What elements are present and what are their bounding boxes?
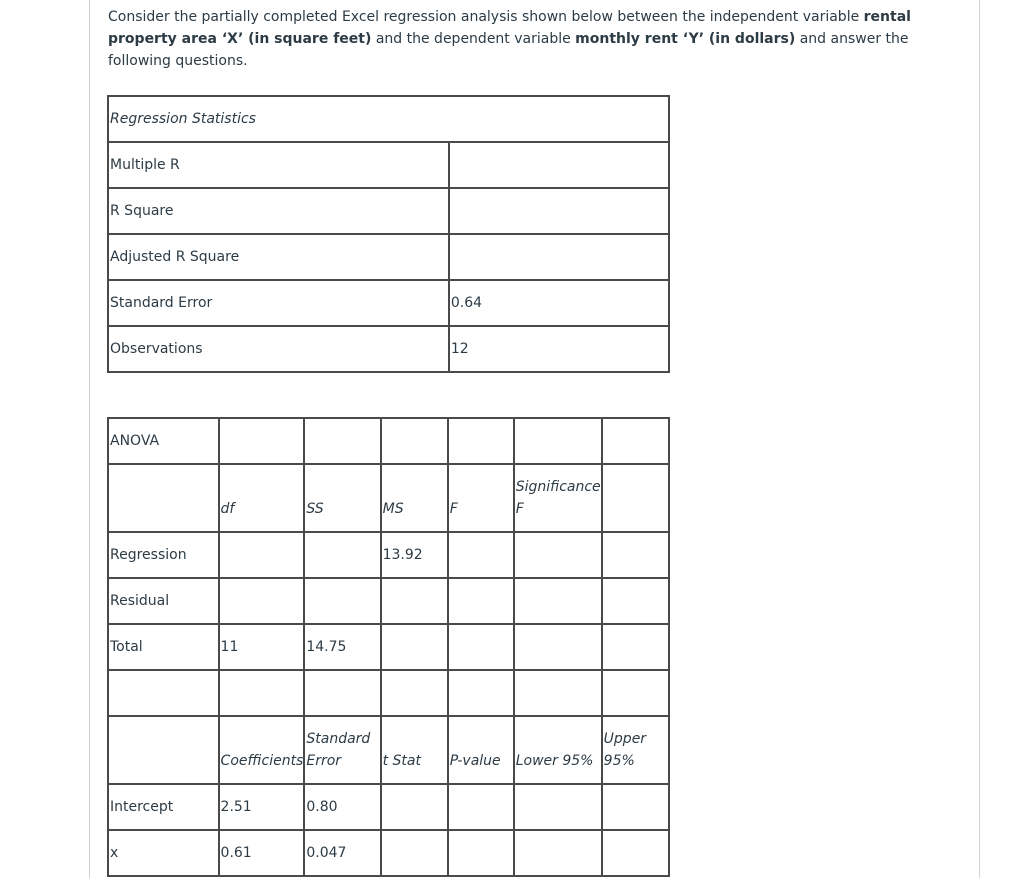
row-label: x <box>108 830 219 876</box>
column-header-f: F <box>448 464 514 532</box>
table-row <box>108 830 669 876</box>
table-row <box>108 234 669 280</box>
cell-value: 0.61 <box>219 830 305 876</box>
row-label: Regression <box>108 532 219 578</box>
table-row <box>108 188 669 234</box>
table-row <box>108 784 669 830</box>
column-header-significance-f: Significance F <box>514 464 602 532</box>
anova-table <box>107 417 670 877</box>
regression-statistics-header: Regression Statistics <box>108 96 669 142</box>
column-header-standard-error: Standard Error <box>304 716 380 784</box>
table-row <box>108 464 669 532</box>
question-variable-y: monthly rent ‘Y’ (in dollars) <box>575 31 796 47</box>
table-row <box>108 716 669 784</box>
table-row <box>108 280 669 326</box>
table-row <box>108 624 669 670</box>
column-header-lower-95: Lower 95% <box>514 716 602 784</box>
table-row <box>108 326 669 372</box>
row-label: Total <box>108 624 219 670</box>
question-text <box>108 6 968 72</box>
question-part2: and the dependent variable <box>371 31 576 47</box>
stat-value <box>449 188 669 234</box>
question-variable-x: rental property area ‘X’ (in square feet) <box>108 9 911 47</box>
stat-label: R Square <box>108 188 449 234</box>
table-row <box>108 532 669 578</box>
column-header-coefficients: Coefficients <box>219 716 305 784</box>
stat-label: Standard Error <box>108 280 449 326</box>
stat-label: Multiple R <box>108 142 449 188</box>
stat-label: Adjusted R Square <box>108 234 449 280</box>
column-header-ss: SS <box>304 464 380 532</box>
question-part1: Consider the partially completed Excel regression analysis shown below between the independent variable <box>108 9 864 25</box>
stat-value: 12 <box>449 326 669 372</box>
column-header-t-stat: t Stat <box>381 716 448 784</box>
column-header-p-value: P-value <box>448 716 514 784</box>
regression-statistics-table <box>107 95 670 373</box>
cell-value: 14.75 <box>304 624 380 670</box>
anova-header: ANOVA <box>108 418 219 464</box>
column-header-ms: MS <box>381 464 448 532</box>
row-label: Intercept <box>108 784 219 830</box>
table-row <box>108 670 669 716</box>
stat-value <box>449 234 669 280</box>
cell-value: 2.51 <box>219 784 305 830</box>
stat-value: 0.64 <box>449 280 669 326</box>
cell-value: 13.92 <box>381 532 448 578</box>
cell-value: 0.047 <box>304 830 380 876</box>
stat-value <box>449 142 669 188</box>
table-row <box>108 142 669 188</box>
stat-label: Observations <box>108 326 449 372</box>
table-row <box>108 578 669 624</box>
table-row <box>108 418 669 464</box>
cell-value: 0.80 <box>304 784 380 830</box>
row-label: Residual <box>108 578 219 624</box>
column-header-df: df <box>219 464 305 532</box>
cell-value: 11 <box>219 624 305 670</box>
column-header-upper-95: Upper 95% <box>602 716 669 784</box>
question-part3: and answer the following questions. <box>108 31 909 69</box>
